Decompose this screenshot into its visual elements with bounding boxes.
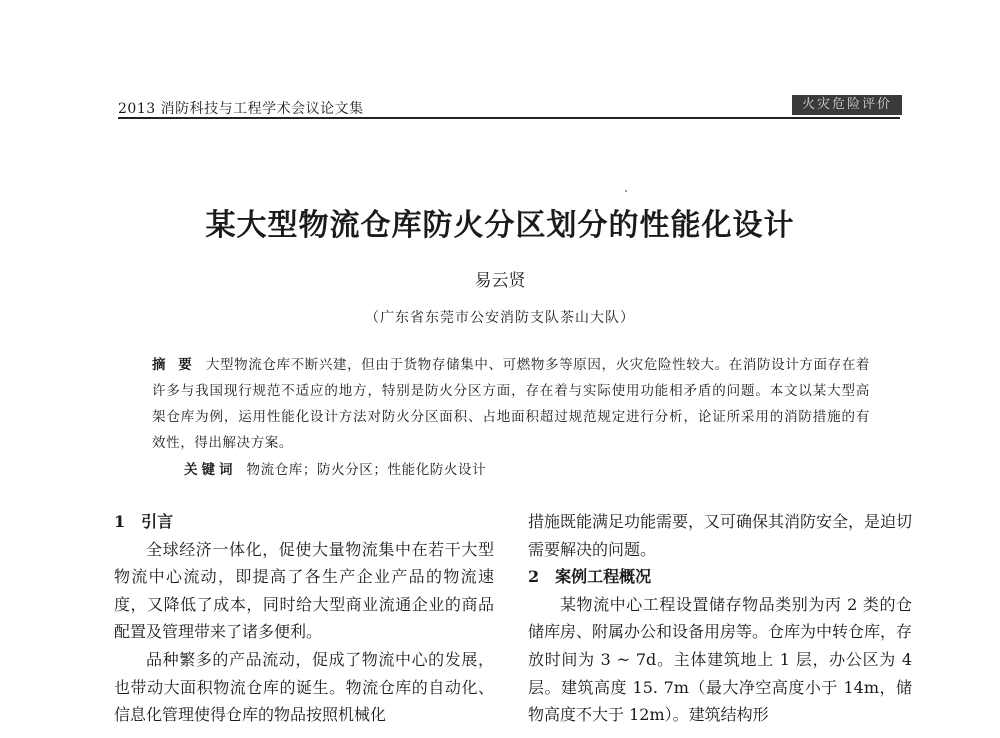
section-heading-case: 2 案例工程概况 — [528, 567, 652, 587]
intro-paragraph-continued: 措施既能满足功能需要，又可确保其消防安全，是迫切需要解决的问题。 — [528, 512, 913, 559]
keywords — [184, 458, 486, 478]
left-column — [114, 508, 494, 729]
case-paragraph-1: 某物流中心工程设置储存物品类别为丙 2 类的仓储库房、附属办公和设备用房等。仓库为中转仓库，存放时间为 3 ~ 7d。主体建筑地上 1 层，办公区为 4 层。建筑高度 15. 7m（最大净空高度小于 14m，储物高度不大于 12m）。建筑结构形 — [528, 594, 913, 725]
intro-paragraph-2: 品种繁多的产品流动，促成了物流中心的发展，也带动大面积物流仓库的诞生。物流仓库的自动化、信息化管理使得仓库的物品按照机械化 — [114, 649, 494, 725]
proceedings-header: 2013 消防科技与工程学术会议论文集 — [118, 101, 364, 117]
section-badge: 火灾危险评价 — [792, 95, 902, 115]
abstract-text: 大型物流仓库不断兴建，但由于货物存储集中、可燃物多等原因，火灾危险性较大。在消防设计方面存在着许多与我国现行规范不适应的地方，特别是防火分区方面，存在着与实际使用功能相矛盾的问题。本文以某大型高架仓库为例，运用性能化设计方法对防火分区面积、占地面积超过规范规定进行分析，论证所采用的消防措施的有效性，得出解决方案。 — [152, 357, 871, 451]
right-column — [528, 508, 912, 729]
header-rule — [118, 117, 900, 119]
keywords-label: 关键词 — [184, 462, 237, 478]
keywords-text: 物流仓库；防火分区；性能化防火设计 — [246, 462, 487, 478]
abstract — [152, 352, 870, 456]
scan-speck — [625, 190, 627, 192]
abstract-label: 摘 要 — [152, 357, 196, 373]
paper-title: 某大型物流仓库防火分区划分的性能化设计 — [205, 208, 795, 243]
author-name: 易云贤 — [474, 271, 526, 291]
intro-paragraph-1: 全球经济一体化，促使大量物流集中在若干大型物流中心流动，即提高了各生产企业产品的物流速度，又降低了成本，同时给大型商业流通企业的商品配置及管理带来了诸多便利。 — [114, 539, 494, 642]
author-affiliation: （广东省东莞市公安消防支队茶山大队） — [365, 310, 635, 326]
section-heading-intro: 1 引言 — [114, 512, 174, 531]
